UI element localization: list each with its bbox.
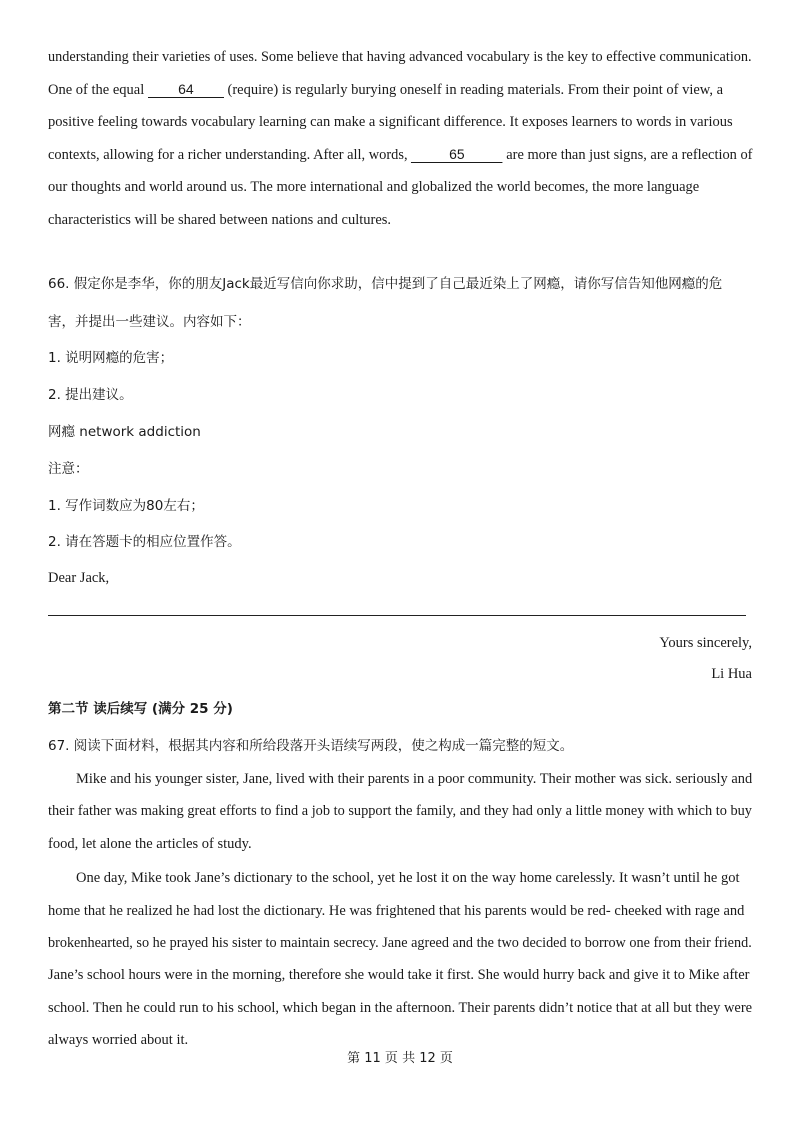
page-number: 第 11 页 共 12 页 bbox=[347, 1051, 453, 1066]
q66-note-title: 注意： bbox=[48, 461, 89, 477]
passage-line: positive feeling towards vocabulary learning can make a significant difference. It exposes learners to words in various bbox=[48, 114, 733, 130]
q66-requirement: 2. 提出建议。 bbox=[48, 387, 133, 403]
passage-text: One of the equal bbox=[48, 82, 148, 98]
q67-prompt: 67. 阅读下面材料，根据其内容和所给段落开头语续写两段，使之构成一篇完整的短文。 bbox=[48, 738, 574, 754]
passage-text: contexts, allowing for a richer understanding. After all, words, bbox=[48, 147, 412, 163]
story-line: home that he realized he had lost the dictionary. He was frightened that his parents would be red- cheeked with rage and bbox=[48, 903, 745, 919]
letter-signature: Li Hua bbox=[711, 666, 752, 682]
story-line: school. Then he could run to his school, which began in the afternoon. Their parents didn’t notice that at all but they were bbox=[48, 1000, 753, 1016]
writing-line bbox=[48, 615, 746, 616]
story-line: brokenhearted, so he prayed his sister to maintain secrecy. Jane agreed and the two decided to borrow one from their friend. bbox=[48, 935, 752, 951]
q66-requirement: 1. 说明网瘾的危害； bbox=[48, 350, 174, 366]
passage-text: (require) is regularly burying oneself in reading materials. From their point of view, a bbox=[223, 82, 724, 98]
story-line: Jane’s school hours were in the morning, therefore she would take it first. She would hurry back and give it to Mike after bbox=[48, 967, 750, 983]
story-line: food, let alone the articles of study. bbox=[48, 836, 252, 852]
passage-line bbox=[48, 80, 723, 100]
blank-65: 65 bbox=[411, 146, 502, 163]
story-line: One day, Mike took Jane’s dictionary to the school, yet he lost it on the way home carelessly. It wasn’t until he got bbox=[76, 870, 740, 886]
q66-note: 1. 写作词数应为80左右； bbox=[48, 498, 204, 514]
blank-64: 64 bbox=[148, 81, 224, 98]
q66-vocab: 网瘾 network addiction bbox=[48, 424, 201, 440]
passage-line: understanding their varieties of uses. Some believe that having advanced vocabulary is the key to effective communication. bbox=[48, 49, 752, 65]
q66-prompt: 害，并提出一些建议。内容如下： bbox=[48, 314, 251, 330]
story-line: their father was making great efforts to find a job to support the family, and they had only a little money with which to buy bbox=[48, 803, 752, 819]
section-heading: 第二节 读后续写 (满分 25 分) bbox=[48, 701, 233, 717]
passage-line: characteristics will be shared between nations and cultures. bbox=[48, 212, 392, 228]
passage-line: our thoughts and world around us. The more international and globalized the world becomes, the more language bbox=[48, 179, 700, 195]
letter-closing: Yours sincerely, bbox=[659, 635, 752, 651]
q66-note: 2. 请在答题卡的相应位置作答。 bbox=[48, 534, 241, 550]
q66-prompt: 66. 假定你是李华，你的朋友Jack最近写信向你求助，信中提到了自己最近染上了网瘾，请你写信告知他网瘾的危 bbox=[48, 276, 723, 292]
passage-line bbox=[48, 145, 753, 165]
story-line: Mike and his younger sister, Jane, lived with their parents in a poor community. Their mother was sick. seriously and bbox=[76, 771, 753, 787]
letter-salutation: Dear Jack, bbox=[48, 570, 110, 586]
passage-text: are more than just signs, are a reflection of bbox=[502, 147, 753, 163]
story-line: always worried about it. bbox=[48, 1032, 189, 1048]
